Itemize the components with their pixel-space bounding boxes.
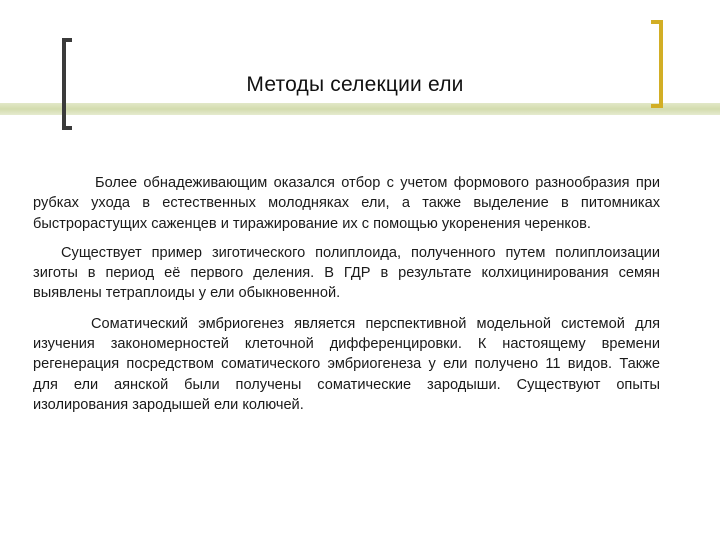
left-bracket-decoration	[62, 38, 72, 130]
paragraph-formal-selection: Более обнадеживающим оказался отбор с учетом формового разнообразия при рубках ухода в естественных молодняках ели, а также выделение в питомниках быстрорастущих саженцев и тиражирование их с помощью укоренения черенков.	[33, 175, 660, 232]
slide-body	[33, 173, 660, 415]
slide-title: Методы селекции ели	[246, 73, 464, 96]
right-bracket-decoration	[651, 20, 663, 108]
paragraph-polyploid: Существует пример зиготического полиплоида, полученного путем полиплоизации зиготы в период её первого деления. В ГДР в результате колхицинирования семян выявлены тетраплоиды у ели обыкновенной.	[33, 244, 660, 302]
decorative-band	[0, 103, 720, 115]
paragraph-somatic-embryogenesis: Соматический эмбриогенез является перспективной модельной системой для изучения закономерностей клеточной дифференцировки. К настоящему времени регенерация посредством соматического эмбриогенеза у ели получено 11 видов. Также для ели аянской были получены соматические зародыши. Существуют опыты изолирования зародышей ели колючей.	[33, 315, 660, 413]
